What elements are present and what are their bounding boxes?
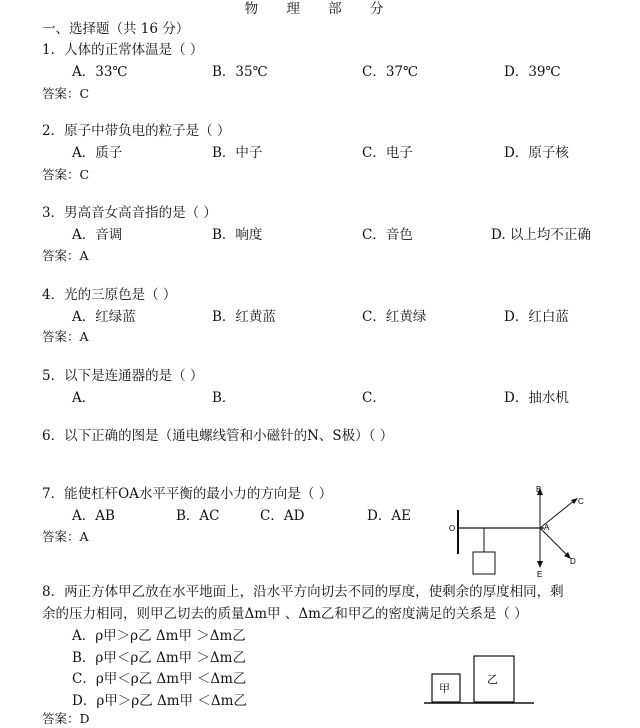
question-8-answer: 答案：D <box>42 711 90 726</box>
question-3-option-a: A．音调 <box>72 227 123 243</box>
question-1-option-a: A．33℃ <box>72 64 128 80</box>
question-7-answer: 答案：A <box>42 529 89 544</box>
blocks-diagram <box>424 650 534 710</box>
question-5-option-d: D．抽水机 <box>504 390 569 406</box>
question-1-answer: 答案：C <box>42 86 90 101</box>
question-7-option-c: C．AD <box>260 508 305 524</box>
lever-label-d: D <box>570 557 576 566</box>
page-title: 物 理 部 分 <box>244 1 396 17</box>
question-7-option-b: B．AC <box>176 508 220 524</box>
block-jia-label: 甲 <box>439 683 450 695</box>
question-8-option-c: C．ρ甲＜ρ乙 Δm甲 ＜Δm乙 <box>72 671 247 687</box>
question-2-option-b: B．中子 <box>212 145 263 161</box>
question-1-option-d: D．39℃ <box>504 64 561 80</box>
question-2-option-a: A．质子 <box>72 145 123 161</box>
question-6-stem: 6．以下正确的图是（通电螺线管和小磁针的N、S极）（ ） <box>42 428 394 444</box>
question-7-option-a: A．AB <box>72 508 115 524</box>
question-2-option-c: C．电子 <box>362 145 413 161</box>
question-3-option-d: D. 以上均不正确 <box>491 227 591 243</box>
question-8-option-b: B．ρ甲＜ρ乙 Δm甲 ＞Δm乙 <box>72 650 246 666</box>
question-2-option-d: D．原子核 <box>504 145 569 161</box>
question-3-option-b: B．响度 <box>212 227 263 243</box>
question-4-option-b: B．红黄蓝 <box>212 309 276 325</box>
question-7-stem: 7．能使杠杆OA水平平衡的最小力的方向是（ ） <box>42 486 333 502</box>
question-4-option-a: A．红绿蓝 <box>72 309 136 325</box>
question-8-stem-line-2: 余的压力相同，则甲乙切去的质量Δm甲 、Δm乙和甲乙的密度满足的关系是（ ） <box>42 606 528 622</box>
question-5-stem: 5．以下是连通器的是（ ） <box>42 368 204 384</box>
question-3-stem: 3．男高音女高音指的是（ ） <box>42 205 217 221</box>
question-2-answer: 答案：C <box>42 167 90 182</box>
question-1-option-c: C．37℃ <box>362 64 419 80</box>
block-yi-label: 乙 <box>487 674 498 686</box>
lever-label-b: B <box>536 485 542 494</box>
lever-label-o: O <box>449 524 456 533</box>
question-5-option-a: A． <box>72 390 96 406</box>
question-8-option-a: A．ρ甲＞ρ乙 Δm甲 ＞Δm乙 <box>72 628 246 644</box>
question-4-stem: 4．光的三原色是（ ） <box>42 287 177 303</box>
question-3-option-c: C．音色 <box>362 227 413 243</box>
question-2-stem: 2．原子中带负电的粒子是（ ） <box>42 123 231 139</box>
question-1-option-b: B．35℃ <box>212 64 268 80</box>
question-4-option-c: C．红黄绿 <box>362 309 427 325</box>
question-8-stem-line-1: 8．两正方体甲乙放在水平地面上，沿水平方向切去不同的厚度，使剩余的厚度相同，剩 <box>42 584 564 600</box>
section-heading: 一、选择题（共 16 分） <box>42 21 190 37</box>
question-3-answer: 答案：A <box>42 248 89 263</box>
question-8-option-d: D．ρ甲＞ρ乙 Δm甲 ＜Δm乙 <box>72 693 247 709</box>
lever-label-c: C <box>578 497 584 506</box>
lever-diagram <box>440 482 600 582</box>
question-5-option-c: C． <box>362 390 386 406</box>
question-4-answer: 答案：A <box>42 329 89 344</box>
question-4-option-d: D．红白蓝 <box>504 309 569 325</box>
question-1-stem: 1．人体的正常体温是（ ） <box>42 42 204 58</box>
question-7-option-d: D．AE <box>367 508 411 524</box>
lever-label-e: E <box>537 570 543 579</box>
lever-label-a: A <box>544 523 550 532</box>
question-5-option-b: B． <box>212 390 236 406</box>
